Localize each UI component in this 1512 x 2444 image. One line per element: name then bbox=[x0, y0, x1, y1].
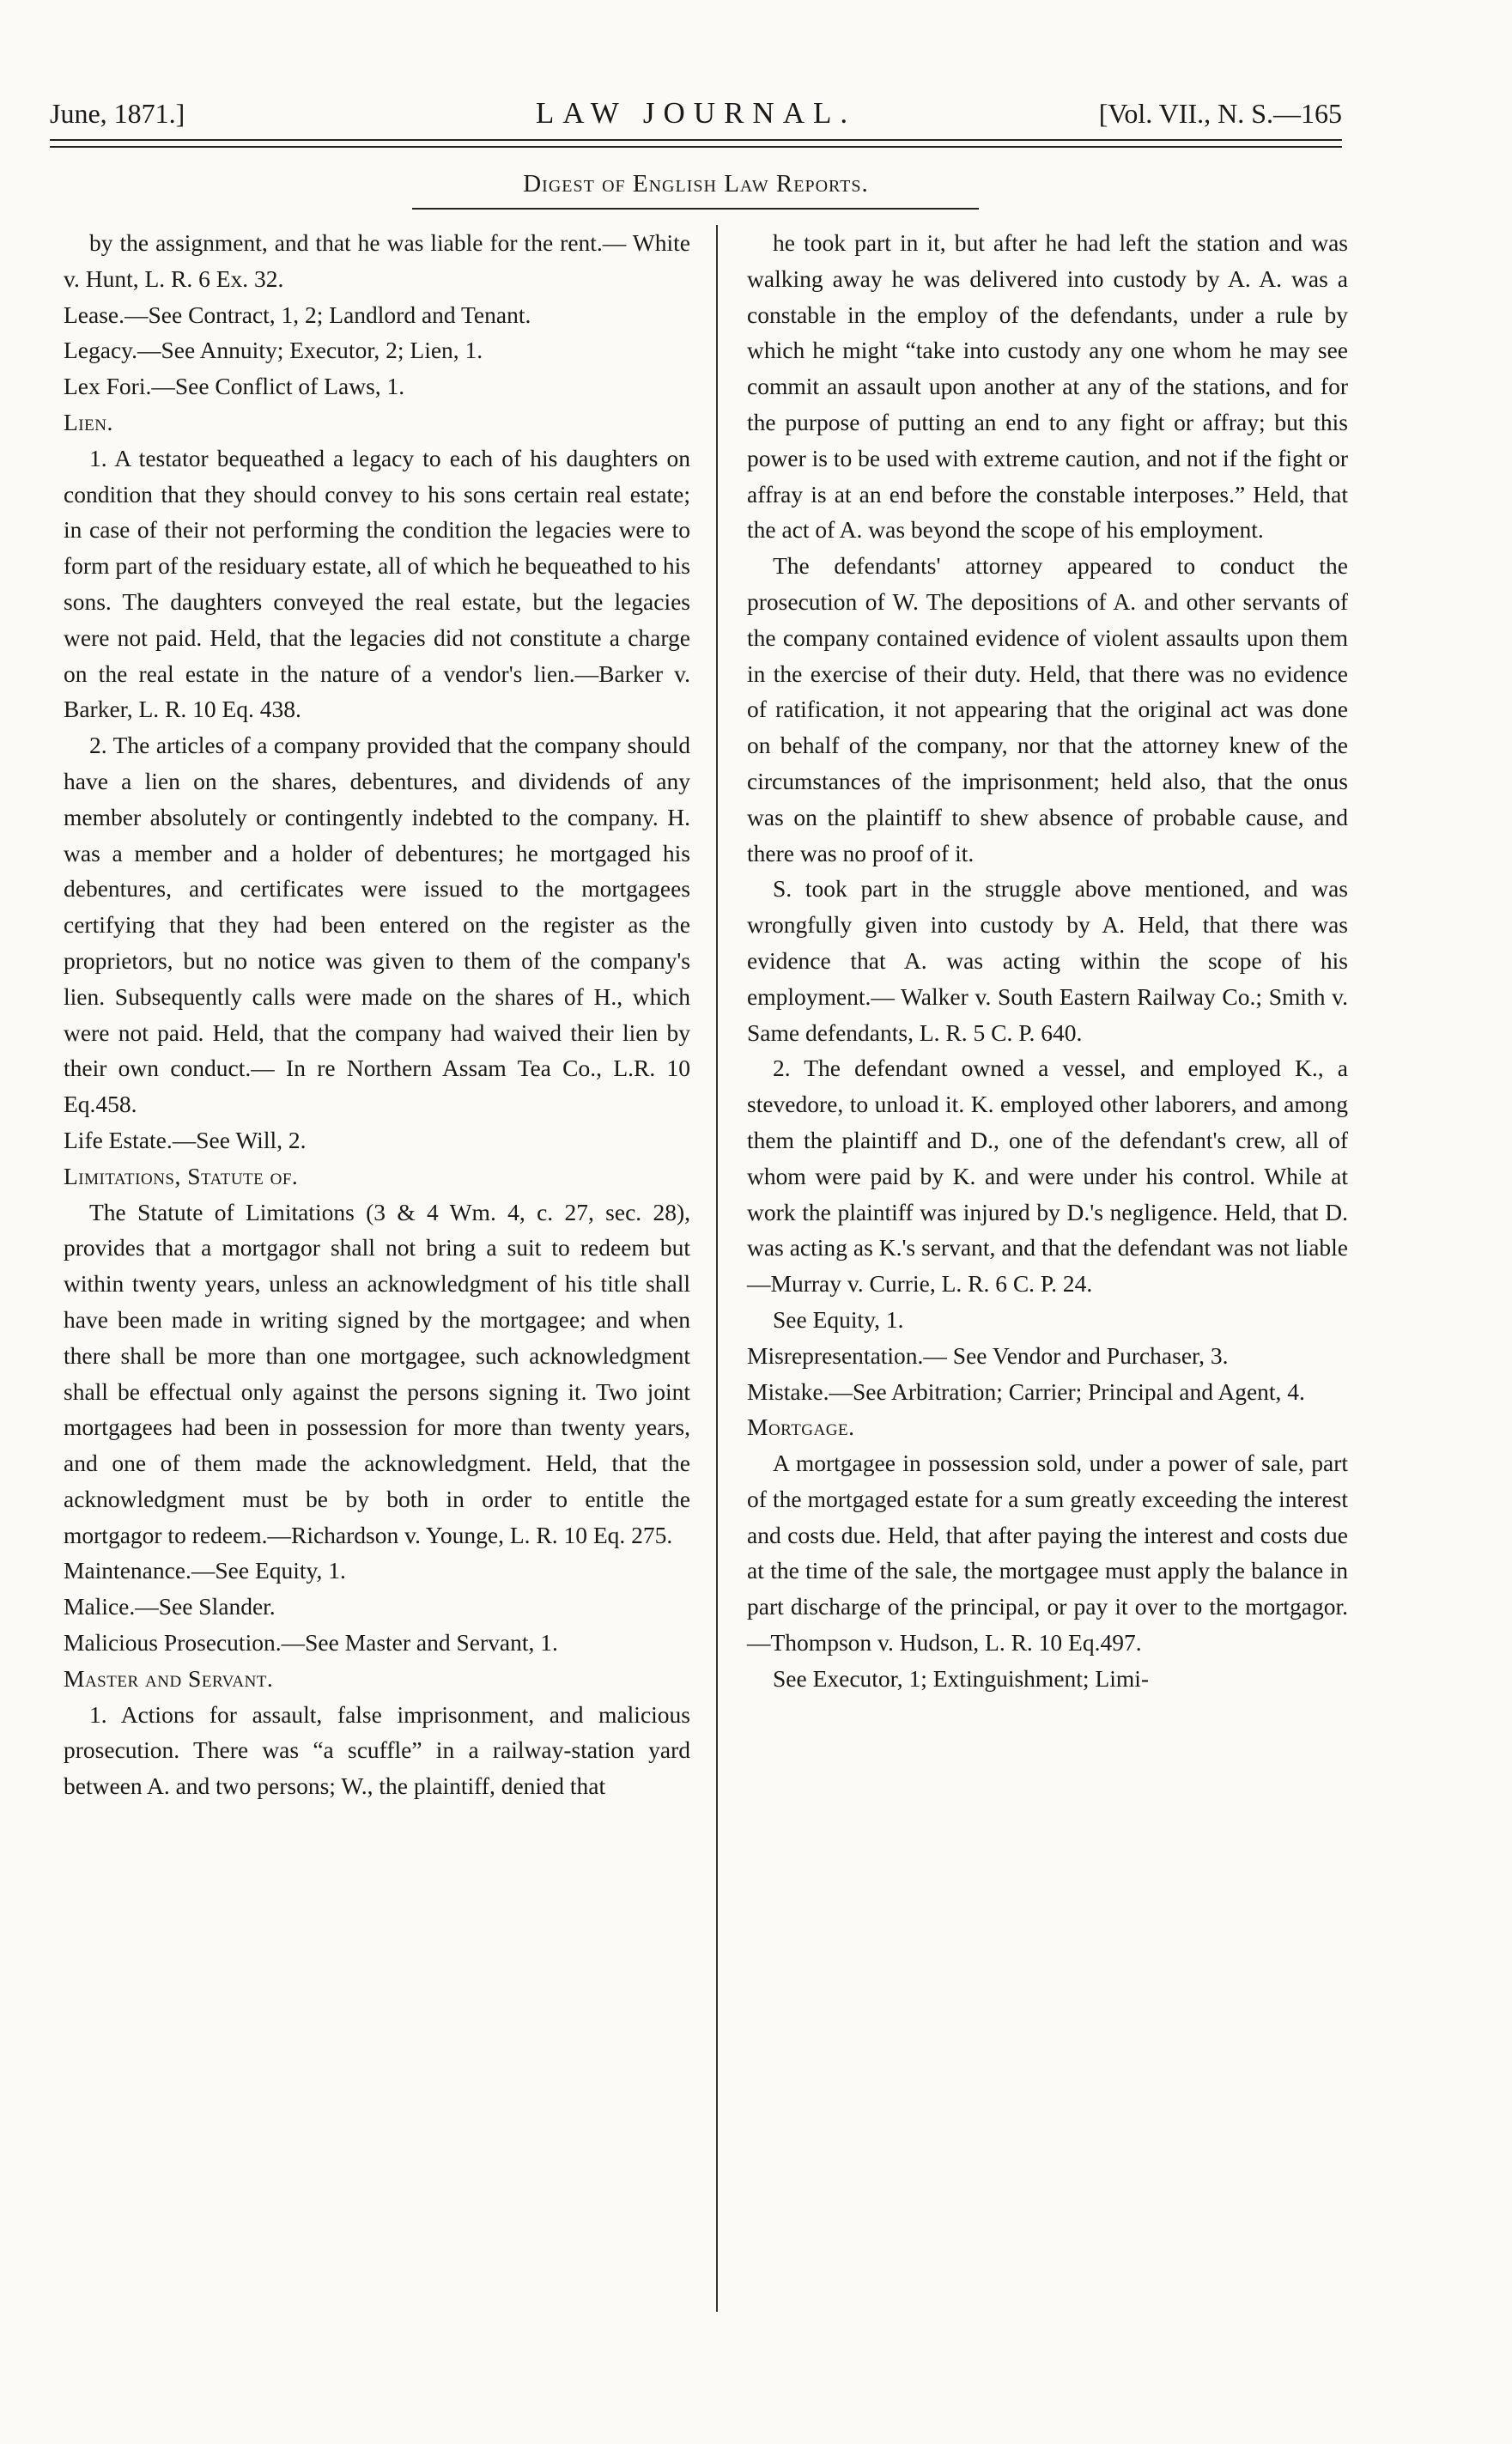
digest-paragraph: 1. Actions for assault, false imprisonment, and malicious prosecution. There was “a scuffle” in a railway-station yard between A. and two persons; W., the plaintiff, denied that bbox=[64, 1700, 690, 1800]
digest-paragraph: by the assignment, and that he was liable for the rent.— White v. Hunt, L. R. 6 Ex. 32. bbox=[64, 229, 690, 292]
cross-reference-entry: Maintenance.—See Equity, 1. bbox=[64, 1557, 346, 1584]
digest-paragraph: 1. A testator bequeathed a legacy to each of his daughters on condition that they should convey to his sons certain real estate; in case of their not performing the condition the legacies were to form part of the residuary estate, all of which he bequeathed to his sons. The daughters conveyed the real estate, but the legacies were not paid. Held, that the legacies did not constitute a charge on the real estate in the nature of a vendor's lien.—Barker v. Barker, L. R. 10 Eq. 438. bbox=[64, 444, 690, 723]
cross-reference-entry: Lease.—See Contract, 1, 2; Landlord and Tenant. bbox=[64, 301, 531, 328]
digest-paragraph: A mortgagee in possession sold, under a power of sale, part of the mortgaged estate for a sum greatly exceeding the interest and costs due. Held, that after paying the interest and costs due at the time of the sale, the mortgagee must apply the balance in part discharge of the principal, or pay it over to the mortgagor.—Thompson v. Hudson, L. R. 10 Eq.497. bbox=[747, 1450, 1348, 1657]
cross-reference-entry: Lex Fori.—See Conflict of Laws, 1. bbox=[64, 373, 405, 400]
header-date: June, 1871.] bbox=[50, 98, 185, 129]
cross-reference-entry: Malicious Prosecution.—See Master and Servant, 1. bbox=[64, 1629, 558, 1657]
header-rule-top bbox=[50, 139, 1342, 141]
digest-paragraph: See Equity, 1. bbox=[773, 1305, 904, 1333]
subtitle-rule bbox=[412, 208, 979, 210]
cross-reference-entry: Life Estate.—See Will, 2. bbox=[64, 1126, 307, 1153]
journal-title: LAW JOURNAL. bbox=[535, 96, 857, 130]
digest-heading: Master and Servant. bbox=[64, 1664, 274, 1692]
digest-paragraph: 2. The articles of a company provided that the company should have a lien on the shares, debentures, and dividends of any member absolutely or contingently indebted to the company. H. was a member and a holder of debentures; he mortgaged his debentures, and certificates were issued to the mortgagees certifying that they had been entered on the register as the proprietors, but no notice was given to them of the company's lien. Subsequently calls were made on the shares of H., which were not paid. Held, that the company had waived their lien by their own conduct.— In re Northern Assam Tea Co., L.R. 10 Eq.458. bbox=[64, 732, 690, 1118]
digest-heading: Limitations, Statute of. bbox=[64, 1162, 299, 1189]
digest-paragraph: S. took part in the struggle above mentioned, and was wrongfully given into custody by A. Held, that there was evidence that A. was acting within the scope of his employment.— Walker v. South Eastern Railway Co.; Smith v. Same defendants, L. R. 5 C. P. 640. bbox=[747, 875, 1348, 1046]
digest-heading: Mortgage. bbox=[747, 1414, 855, 1441]
digest-paragraph: 2. The defendant owned a vessel, and employed K., a stevedore, to unload it. K. employed other laborers, and among them the plaintiff and D., one of the defendant's crew, all of whom were paid by K. and were under his control. While at work the plaintiff was injured by D.'s negligence. Held, that D. was acting as K.'s servant, and that the defendant was not liable—Murray v. Currie, L. R. 6 C. P. 24. bbox=[747, 1055, 1348, 1298]
digest-heading: Lien. bbox=[64, 408, 113, 435]
section-title: Digest of English Law Reports. bbox=[523, 170, 869, 198]
digest-paragraph: See Executor, 1; Extinguishment; Limi- bbox=[773, 1664, 1150, 1692]
header-rule-bottom bbox=[50, 146, 1342, 148]
running-header bbox=[50, 94, 1342, 132]
digest-paragraph: The defendants' attorney appeared to conduct the prosecution of W. The depositions of A. and other servants of the company contained evidence of violent assaults upon them in the exercise of their duty. Held, that there was no evidence of ratification, it not appearing that the original act was done on behalf of the company, nor that the attorney knew of the circumstances of the imprisonment; held also, that the onus was on the plaintiff to shew absence of probable cause, and there was no proof of it. bbox=[747, 552, 1348, 866]
right-column bbox=[747, 225, 1348, 1697]
digest-paragraph: he took part in it, but after he had left the station and was walking away he was delivered into custody by A. A. was a constable in the employ of the defendants, under a rule by which he might “take into custody any one whom he may see commit an assault upon another at any of the stations, and for the purpose of putting an end to any fight or affray; but this power is to be used with extreme caution, and not if the fight or affray is at an end before the constable interposes.” Held, that the act of A. was beyond the scope of his employment. bbox=[747, 229, 1348, 544]
digest-paragraph: The Statute of Limitations (3 & 4 Wm. 4, c. 27, sec. 28), provides that a mortgagor shall not bring a suit to redeem but within twenty years, unless an acknowledgment of his title shall have been made in writing signed by the mortgagee; and when there shall be more than one mortgagee, such acknowledgment shall be effectual only against the persons signing it. Two joint mortgagees had been in possession for more than twenty years, and one of them made the acknowledgment. Held, that the acknowledgment must be by both in order to entitle the mortgagor to redeem.—Richardson v. Younge, L. R. 10 Eq. 275. bbox=[64, 1198, 690, 1548]
cross-reference-entry: Misrepresentation.— See Vendor and Purchaser, 3. bbox=[747, 1341, 1229, 1369]
cross-reference-entry: Malice.—See Slander. bbox=[64, 1593, 276, 1620]
cross-reference-entry: Mistake.—See Arbitration; Carrier; Principal and Agent, 4. bbox=[747, 1377, 1305, 1405]
column-divider bbox=[716, 225, 718, 2312]
volume-page: [Vol. VII., N. S.—165 bbox=[1098, 98, 1342, 129]
left-column bbox=[64, 225, 690, 1804]
cross-reference-entry: Legacy.—See Annuity; Executor, 2; Lien, 1. bbox=[64, 337, 483, 364]
